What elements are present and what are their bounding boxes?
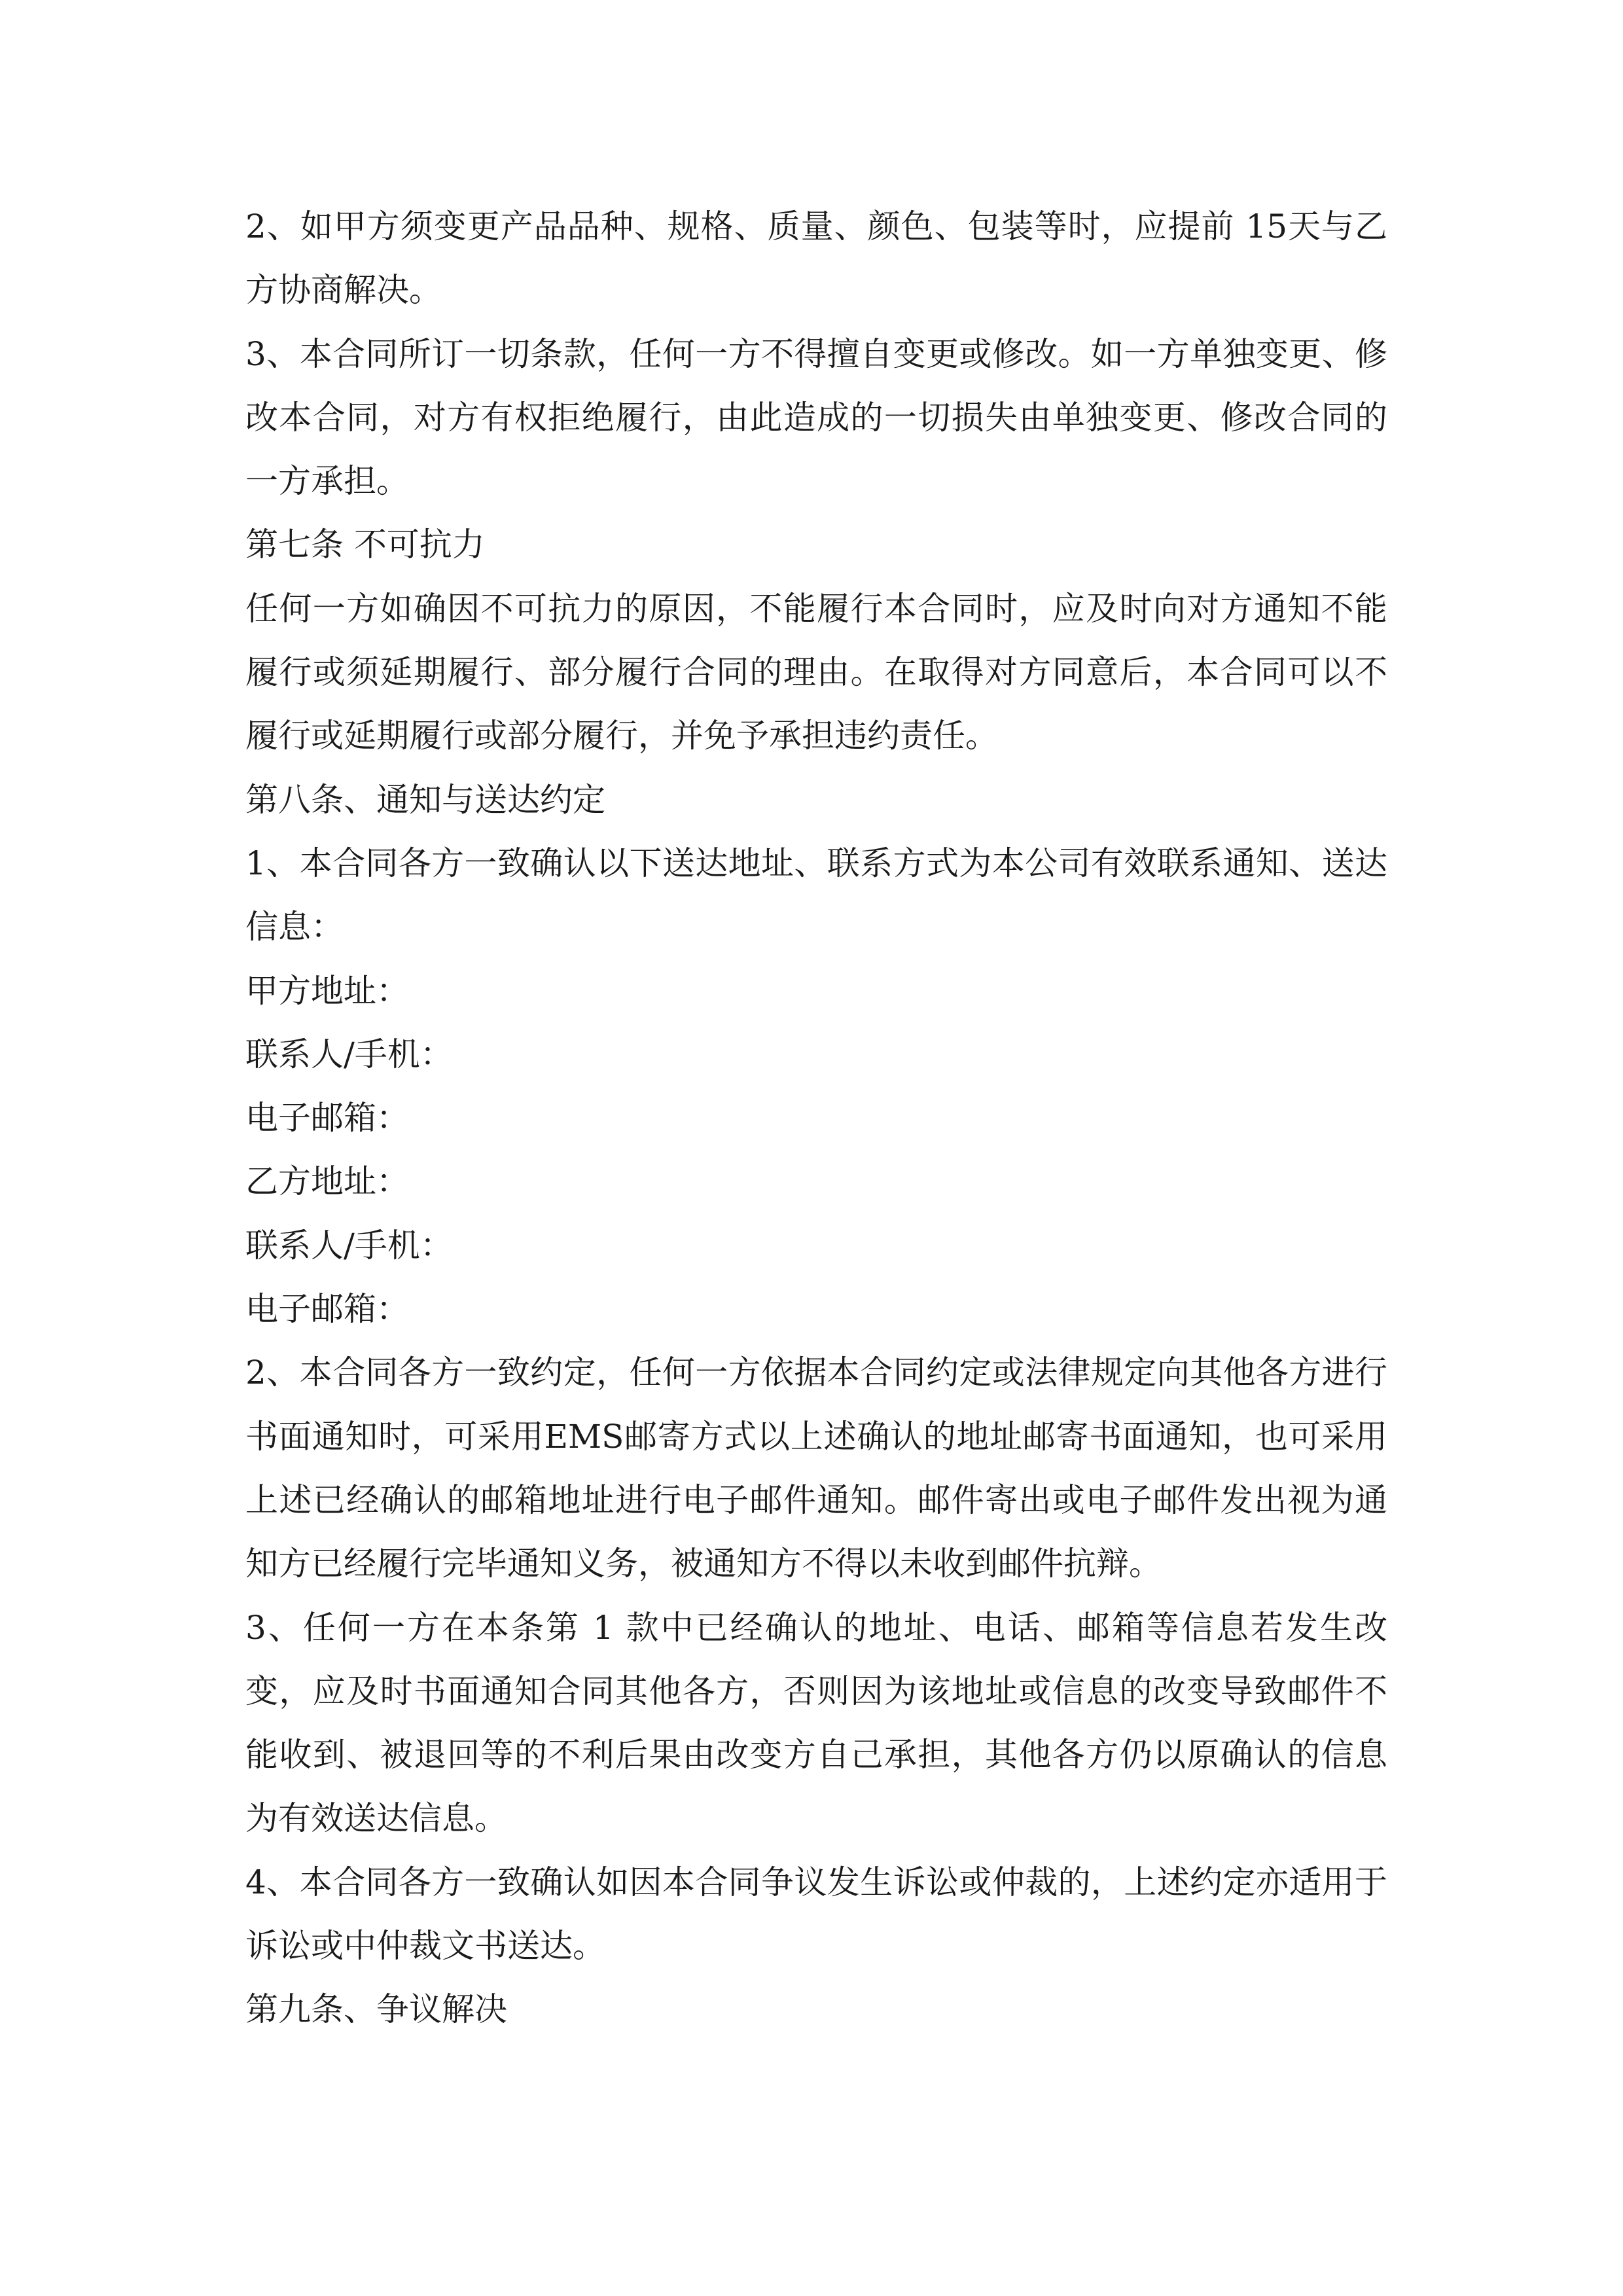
article-8-clause-2: 2、本合同各方一致约定，任何一方依据本合同约定或法律规定向其他各方进行书面通知时，可采用EMS邮寄方式以上述确认的地址邮寄书面通知，也可采用上述已经确认的邮箱地址进行电子邮件通知。邮件寄出或电子邮件发出视为通知方已经履行完毕通知义务，被通知方不得以未收到邮件抗辩。 <box>245 1354 1387 1583</box>
party-b-contact-label: 联系人/手机： <box>245 1226 453 1265</box>
party-b-email-label: 电子邮箱： <box>245 1290 409 1329</box>
article-8-clause-1: 1、本合同各方一致确认以下送达地址、联系方式为本公司有效联系通知、送达信息： <box>245 844 1387 946</box>
clause-change-product-spec: 2、如甲方须变更产品品种、规格、质量、颜色、包装等时，应提前 15天与乙方协商解决。 <box>245 207 1387 310</box>
party-a-contact-label: 联系人/手机： <box>245 1035 453 1073</box>
article-8-clause-4: 4、本合同各方一致确认如因本合同争议发生诉讼或仲裁的，上述约定亦适用于诉讼或中仲裁文书送达。 <box>245 1863 1387 1965</box>
article-9-heading: 第九条、争议解决 <box>245 1990 507 2029</box>
clause-no-unilateral-change: 3、本合同所订一切条款，任何一方不得擅自变更或修改。如一方单独变更、修改本合同，对方有权拒绝履行，由此造成的一切损失由单独变更、修改合同的一方承担。 <box>245 334 1387 501</box>
article-7-heading: 第七条 不可抗力 <box>245 526 485 564</box>
document-body <box>245 195 1387 2042</box>
party-a-address-label: 甲方地址： <box>245 971 409 1010</box>
party-b-address-label: 乙方地址： <box>245 1162 409 1201</box>
article-7-force-majeure-text: 任何一方如确因不可抗力的原因，不能履行本合同时，应及时向对方通知不能履行或须延期履行、部分履行合同的理由。在取得对方同意后，本合同可以不履行或延期履行或部分履行，并免予承担违约责任。 <box>245 589 1387 755</box>
article-8-heading: 第八条、通知与送达约定 <box>245 780 605 819</box>
article-8-clause-3: 3、任何一方在本条第 1 款中已经确认的地址、电话、邮箱等信息若发生改变，应及时书面通知合同其他各方，否则因为该地址或信息的改变导致邮件不能收到、被退回等的不利后果由改变方自己承担，其他各方仍以原确认的信息为有效送达信息。 <box>245 1608 1387 1838</box>
party-a-email-label: 电子邮箱： <box>245 1099 409 1138</box>
